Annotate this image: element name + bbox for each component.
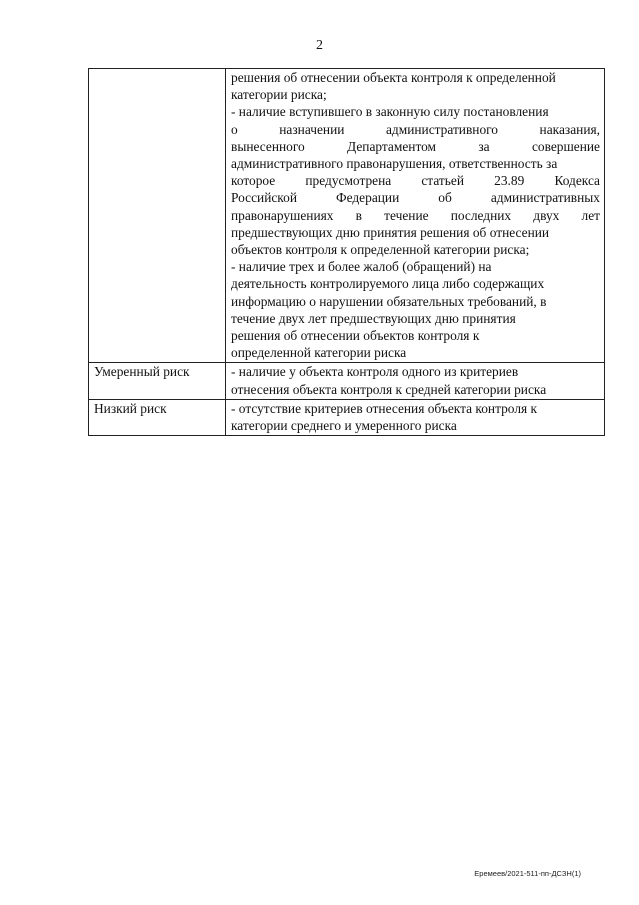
criteria-line: - наличие вступившего в законную силу постановления <box>231 104 549 120</box>
risk-criteria-table <box>88 68 605 436</box>
criteria-cell <box>226 363 605 399</box>
criteria-cell <box>226 399 605 435</box>
criteria-line: вынесенного Департаментом за совершение <box>231 138 600 154</box>
criteria-line: предшествующих дню принятия решения об отнесении <box>231 224 550 240</box>
criteria-cell <box>226 69 605 363</box>
criteria-line: информацию о нарушении обязательных требований, в <box>231 293 547 309</box>
criteria-line: категории среднего и умеренного риска <box>231 418 457 434</box>
criteria-line: - наличие у объекта контроля одного из критериев <box>231 364 519 380</box>
page-number: 2 <box>316 38 323 53</box>
criteria-line: категории риска; <box>231 87 327 103</box>
criteria-line: решения об отнесении объектов контроля к <box>231 328 480 344</box>
table-row-continued <box>89 69 605 363</box>
criteria-line: решения об отнесении объекта контроля к определенной <box>231 70 556 85</box>
criteria-line: Российской Федерации об административных <box>231 190 600 206</box>
document-reference: Еремеев/2021-511-пп-ДСЗН(1) <box>474 869 581 878</box>
table-row-moderate-risk <box>89 363 605 399</box>
criteria-line: которое предусмотрена статьей 23.89 Кодекса <box>231 173 600 189</box>
category-cell <box>89 69 226 363</box>
criteria-line: отнесения объекта контроля к средней категории риска <box>231 381 547 397</box>
criteria-line: административного правонарушения, ответственность за <box>231 156 558 172</box>
criteria-line: - наличие трех и более жалоб (обращений) на <box>231 259 492 275</box>
criteria-line: о назначении административного наказания, <box>231 121 600 137</box>
table-row-low-risk <box>89 399 605 435</box>
category-cell: Умеренный риск <box>89 363 226 399</box>
criteria-line: - отсутствие критериев отнесения объекта контроля к <box>231 400 538 416</box>
criteria-line: течение двух лет предшествующих дню принятия <box>231 310 516 326</box>
category-cell: Низкий риск <box>89 399 226 435</box>
criteria-line: объектов контроля к определенной категории риска; <box>231 242 530 258</box>
criteria-line: деятельность контролируемого лица либо содержащих <box>231 276 545 292</box>
criteria-line: определенной категории риска <box>231 345 407 361</box>
criteria-line: правонарушениях в течение последних двух лет <box>231 207 600 223</box>
